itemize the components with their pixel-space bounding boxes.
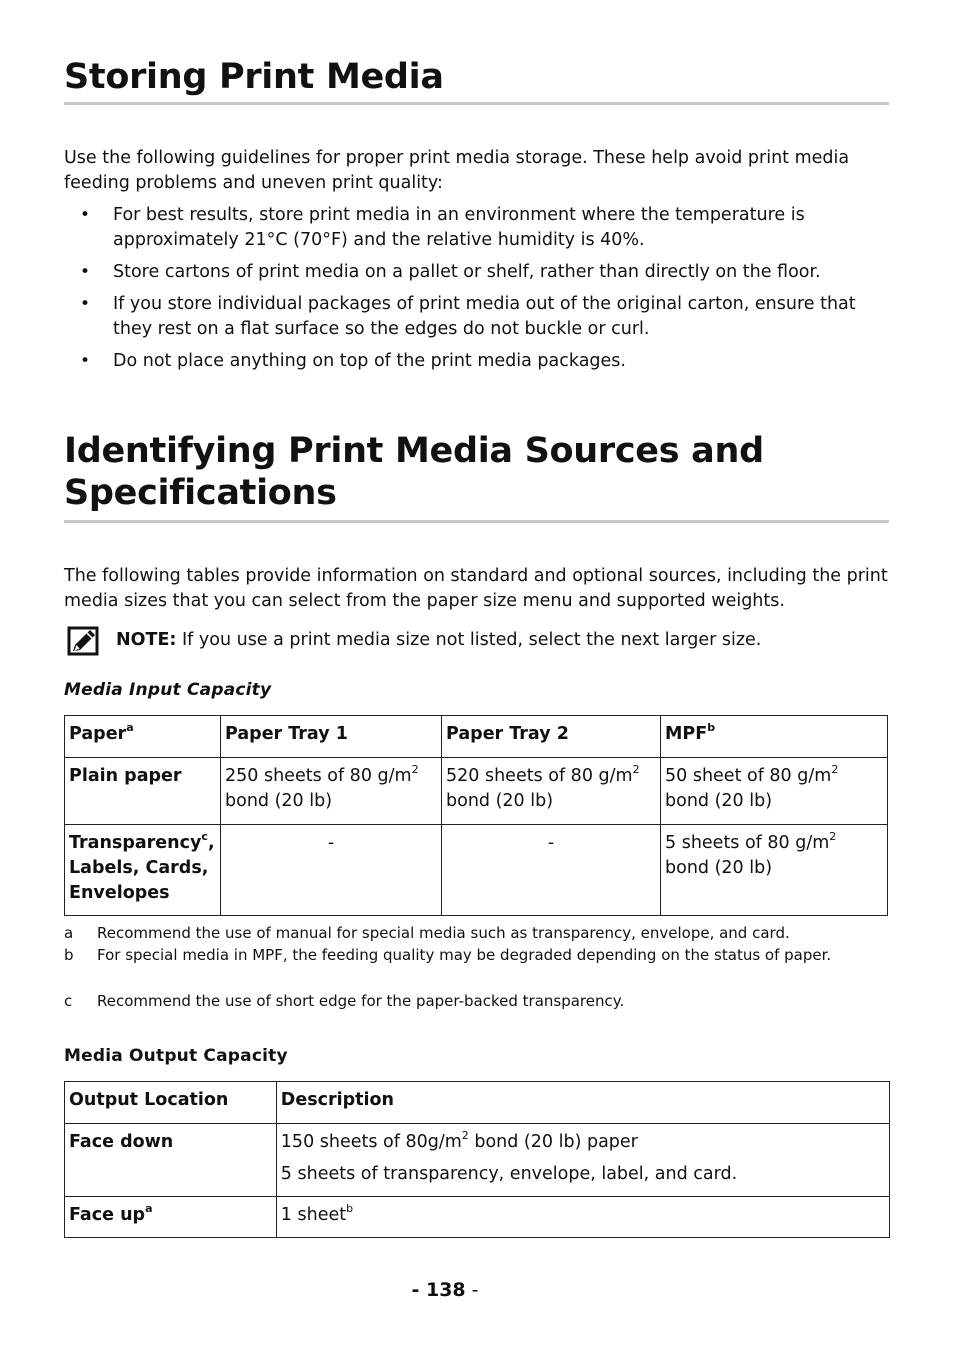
heading-rule	[64, 102, 889, 105]
table-cell: 1 sheet$^b$	[276, 1197, 889, 1238]
bullet-icon: •	[80, 262, 91, 282]
header-paper: Paper$^a$	[65, 716, 221, 758]
row-label: Transparency$^c$, Labels, Cards, Envelopes	[65, 825, 221, 916]
table-cell: 520 sheets of 80 $g/m^2$ bond (20 lb)	[442, 758, 661, 825]
media-input-table	[64, 715, 888, 916]
heading-rule	[64, 520, 889, 523]
table-header-row	[65, 1082, 890, 1124]
table-row	[65, 1197, 890, 1238]
row-label: Face down	[65, 1124, 277, 1197]
table-cell: 250 sheets of 80 $g/m^2$ bond (20 lb)	[221, 758, 442, 825]
header-description: Description	[276, 1082, 889, 1124]
list-item: • Do not place anything on top of the print media packages.	[64, 349, 890, 374]
table-cell: 5 sheets of 80 $g/m^2$ bond (20 lb)	[661, 825, 888, 916]
table-row	[65, 1124, 890, 1197]
bullet-list	[64, 292, 890, 342]
table-header-row	[65, 716, 888, 758]
section-title-storing: Storing Print Media	[64, 57, 444, 97]
list-item: • Store cartons of print media on a pallet or shelf, rather than directly on the floor.	[64, 260, 890, 285]
row-label: Plain paper	[65, 758, 221, 825]
bullet-list	[64, 260, 890, 285]
identifying-intro: The following tables provide information on standard and optional sources, including the print media sizes that you can select from the paper size menu and supported weights.	[64, 566, 888, 611]
bullet-icon: •	[80, 294, 91, 314]
table-caption: Media Output Capacity	[64, 1046, 288, 1066]
bullet-icon: •	[80, 351, 91, 371]
table-caption: Media Input Capacity	[64, 680, 272, 700]
table-row	[65, 825, 888, 916]
list-item: • If you store individual packages of print media out of the original carton, ensure that they rest on a flat surface so the edges do not buckle or curl.	[80, 294, 856, 339]
bullet-list	[64, 203, 890, 253]
table-cell: -	[221, 825, 442, 916]
note-label: NOTE:	[116, 630, 177, 650]
storing-intro: Use the following guidelines for proper print media storage. These help avoid print media feeding problems and uneven print quality:	[64, 148, 850, 193]
table-cell: 50 sheet of 80 $g/m^2$ bond (20 lb)	[661, 758, 888, 825]
bullet-icon: •	[80, 205, 91, 225]
row-label: Face $up^a$	[65, 1197, 277, 1238]
section-title-identifying: Identifying Print Media Sources and Specifications	[64, 431, 764, 513]
media-output-table	[64, 1081, 890, 1238]
bullet-list	[64, 349, 890, 374]
table-row	[65, 758, 888, 825]
header-tray2: Paper Tray 2	[442, 716, 661, 758]
header-output-location: Output Location	[65, 1082, 277, 1124]
note-text: If you use a print media size not listed, select the next larger size.	[182, 630, 762, 650]
page-number: - 138 -	[411, 1279, 479, 1301]
list-item: • For best results, store print media in an environment where the temperature is approximately 21°C (70°F) and the relative humidity is 40%.	[80, 205, 805, 250]
header-mpf: MPF$^b$	[661, 716, 888, 758]
header-tray1: Paper Tray 1	[221, 716, 442, 758]
note-callout	[64, 624, 890, 658]
table-cell: -	[442, 825, 661, 916]
note-pencil-icon	[67, 626, 99, 656]
table-cell: 150 sheets of $80g/m^2$ bond (20 lb) paper 5 sheets of transparency, envelope, label, and card.	[276, 1124, 889, 1197]
